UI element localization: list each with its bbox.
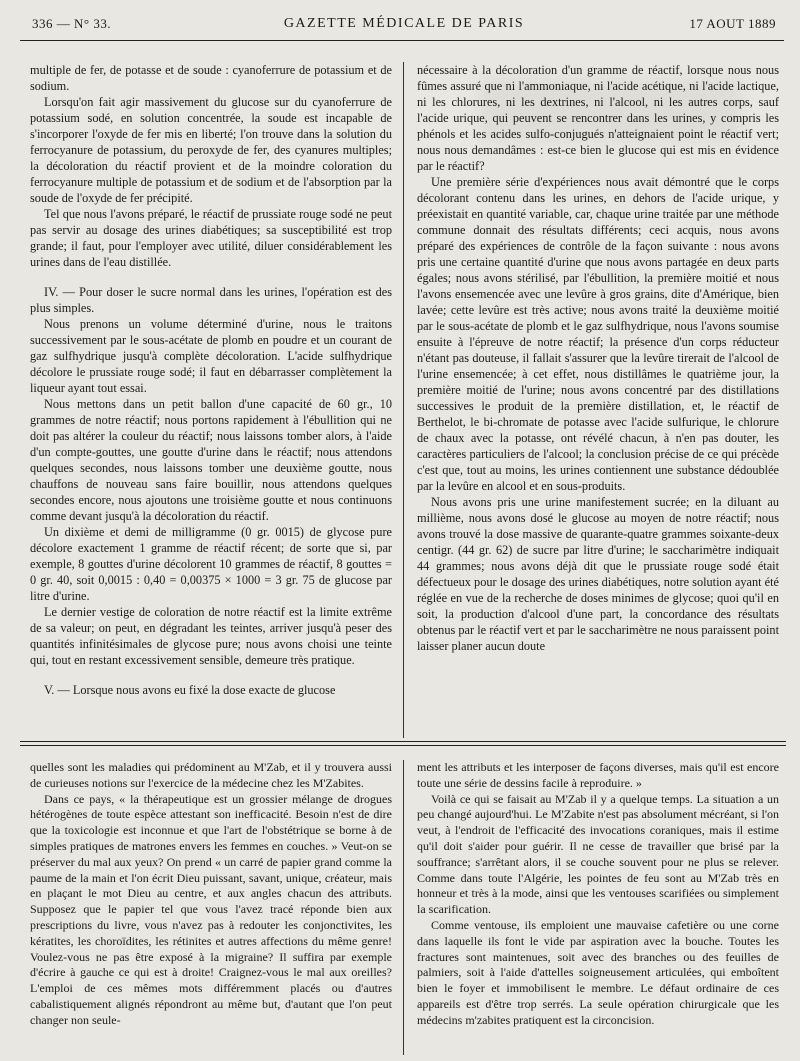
- paragraph: Nous prenons un volume déterminé d'urine, nous le traitons successivement par le sous-acétate de plomb en poudre et un courant de gaz sulfhydrique jusqu'à complète décoloration. L'acide sulfhydrique décolore le prussiate rouge sodé; il faut en débarrasser complètement la liqueur ayant tout essai.: [30, 317, 392, 395]
- paragraph: ment les attributs et les interposer de façons diverses, mais qu'il est encore toute une série de dessins facile à reproduire. »: [417, 760, 779, 790]
- bottom-right-column: [417, 760, 779, 1029]
- top-right-column: [417, 62, 779, 654]
- page-number: 336 — N° 33.: [32, 16, 112, 31]
- issue-date: 17 AOUT 1889: [689, 16, 776, 31]
- section-heading-paragraph: IV. — Pour doser le sucre normal dans les urines, l'opération est des plus simples.: [30, 285, 392, 315]
- column-divider: [403, 62, 404, 738]
- paragraph: Tel que nous l'avons préparé, le réactif de prussiate rouge sodé ne peut pas servir au dosage des urines diabétiques; sa susceptibilité est trop grande; il faut, pour l'employer avec utilité, diluer considérablement les urines dans de l'eau distillée.: [30, 207, 392, 269]
- paragraph: Dans ce pays, « la thérapeutique est un grossier mélange de drogues hétérogènes de toute espèce attestant son inefficacité. Besoin n'est de dire que la toxicologie est inconnue et que l'art de l'obstétrique se borne à de simples pratiques de matrones envers les femmes en couches. » Veut-on se préserver du mal aux yeux? On prend « un carré de papier grand comme la paume de la main et l'on écrit Dieu puissant, savant, unique, créateur, mais en plaçant le mot Dieu au centre, et aux angles chacun des attributs. Supposez que le papier tel que vous l'avez tracé réponde bien aux prescriptions du livre, vous n'avez pas à redouter les conjonctivites, les kératites, les choroïdites, les rétinites et autres affections du même genre! Voulez-vous ne pas être exposé à la migraine? Il suffira par exemple d'écrire à gauche ce qui est à droite! Craignez-vous le mal aux oreilles? L'emploi de ces mêmes mots différemment placés ou d'autres cabalistiquement alignés répondront au même but, d'autant que l'on peut changer non seule-: [30, 791, 392, 1027]
- section-heading-paragraph: V. — Lorsque nous avons eu fixé la dose exacte de glucose: [44, 683, 336, 697]
- paragraph: Une première série d'expériences nous avait démontré que le corps décolorant contenu dans les urines, en dehors de l'acide urique, y préexistait en quantité variable, car, chaque urine traitée par une méthode commune donnait des résultats différents; ceci acquis, nous avons préparé des expériences de contrôle de la façon suivante : nous avons pris une certaine quantité d'urine que nous avons partagée en deux parts égales; nous avons stérilisé, par l'ébullition, la première moitié et nous l'avons ensemencée avec une levûre à gros grains, dite d'Amérique, bien lavée; cette levûre est très active; nous avons traité la deuxième moitié par le sous-acétate de plomb et le gaz sulfhydrique, nous l'avons soumise ensuite à l'épreuve de notre réactif; la présence d'un corps réducteur n'étant pas douteuse, il fallait s'assurer que la levûre tirerait de l'alcool de l'urine ensemencée; à cet effet, nous distillâmes le quatrième jour, la première moitié de l'urine; nous avons concentré par des distillations successives le produit de la première distillation, et, le réactif de Berthelot, le bi-chromate de potasse avec l'acide sulfurique, le chlorure de chaux avec la potasse, ont révélé chacun, à n'en pas douter, les caractères particuliers de l'alcool; la conclusion précise de ce qui précède c'est que, tout au moins, les urines contiennent une substance dédoublée par la levûre en alcool et en sous-produits.: [417, 175, 779, 493]
- paragraph: Lorsqu'on fait agir massivement du glucose sur du cyanoferrure de potassium sodé, en solution concentrée, la soude est incapable de s'incorporer l'oxyde de fer mis en liberté; l'on trouve dans la solution du ferrocyanure de potassium, du peroxyde de fer, des cyanures multiples; la décoloration du réactif provient et de la moindre coloration du ferrocyanure multiple de potassium et de sodium et de l'absorption par la soude de l'oxyde de fer précipité.: [30, 95, 392, 205]
- paragraph: quelles sont les maladies qui prédominent au M'Zab, et il y trouvera aussi de curieuses notions sur l'exercice de la médecine chez les M'Zabites.: [30, 760, 392, 790]
- journal-title: GAZETTE MÉDICALE DE PARIS: [283, 16, 525, 31]
- paragraph: multiple de fer, de potasse et de soude : cyanoferrure de potassium et de sodium.: [30, 63, 392, 93]
- paragraph: Un dixième et demi de milligramme (0 gr. 0015) de glycose pure décolore exactement 1 gramme de réactif récent; de sorte que si, par exemple, 8 gouttes d'urine décolorent 10 grammes de réactif, 8 gouttes = 0 gr. 40, soit 0,0015 : 0,40 = 0,00375 × 1000 = 3 gr. 75 de glucose par litre d'urine.: [30, 525, 392, 603]
- bottom-left-column: [30, 760, 392, 1029]
- column-divider: [403, 760, 404, 1055]
- page-header: [28, 14, 780, 36]
- paragraph: nécessaire à la décoloration d'un gramme de réactif, lorsque nous nous fûmes assuré que ni l'ammoniaque, ni l'acide acétique, ni l'acide lactique, ni les chlorures, ni les dextrines, ni l'alcool, ni les autres corps, sauf l'acide urique, qui peuvent se rencontrer dans les urines, y compris les phénols et les acides sulfo-conjugués n'atteignaient point le réactif vert; nous nous demandâmes : est-ce bien le glucose qui est mis en évidence par le réactif?: [417, 63, 779, 173]
- section-rule-thin: [20, 745, 786, 746]
- paragraph: Comme ventouse, ils emploient une mauvaise cafetière ou une corne dans laquelle ils font le vide par aspiration avec la bouche. Toutes les fractures sont maintenues, soit avec des branches ou des feuilles de palmiers, soit à l'aide d'attelles soigneusement articulées, qui emboîtent bien le foyer et immobilisent le membre. Le défaut ordinaire de ces appareils est d'être trop serrés. La seule opération chirurgicale que les médecins m'zabites pratiquent est la circoncision.: [417, 917, 779, 1027]
- section-rule: [20, 741, 786, 742]
- paragraph: Le dernier vestige de coloration de notre réactif est la limite extrême de sa valeur; on peut, en dégradant les teintes, arriver jusqu'à peser des quantités infinitésimales de glycose pure; nous avons choisi une teinte qui, tout en restant excessivement sensible, demeure très pratique.: [30, 605, 392, 667]
- top-left-column: [30, 62, 392, 698]
- header-rule: [20, 40, 784, 41]
- paragraph: Nous mettons dans un petit ballon d'une capacité de 60 gr., 10 grammes de notre réactif; nous portons rapidement à l'ébullition qui ne doit pas altérer la couleur du réactif; nous laissons tomber alors, à l'aide d'un compte-gouttes, une goutte d'urine dans le réactif; nous attendons quelques secondes, nous laissons tomber une deuxième goutte, nous chauffons de nouveau sans faire bouillir, nous attendons quelques secondes encore, nous ajoutons une troisième goutte et nous continuons comme devant jusqu'à la décoloration du réactif.: [30, 397, 392, 523]
- paragraph: Nous avons pris une urine manifestement sucrée; en la diluant au millième, nous avons dosé le glucose au moyen de notre réactif; nous avons trouvé la dose massive de quarante-quatre grammes soixante-deux centigr. (44 gr. 62) de sucre par litre d'urine; le saccharimètre indiquait 44 grammes; nous avons déjà dit que le prussiate rouge sodé était défectueux pour le dosage des urines diabétiques, notre solution ayant été réglée en vue de la recherche de doses minimes de glycose; quoi qu'il en soit, la production d'alcool d'une part, la concordance des résultats obtenus par le réactif vert et par le saccharimètre ne nous paraissent point laisser planer aucun doute: [417, 495, 779, 653]
- paragraph: Voilà ce qui se faisait au M'Zab il y a quelque temps. La situation a un peu changé aujourd'hui. Le M'Zabite n'est pas absolument mécréant, si l'on veut, à l'endroit de l'efficacité des invocations coraniques, mais il estime qu'il doit s'aider pour guérir. Il ne cesse de travailler que brisé par la souffrance; s'arrêtant alors, il se couche souvent pour ne plus se relever. Comme dans toute l'Algérie, les pointes de feu sont au M'Zab très en honneur et très à la mode, ainsi que les ventouses scarifiées ou simplement la scarification.: [417, 791, 779, 917]
